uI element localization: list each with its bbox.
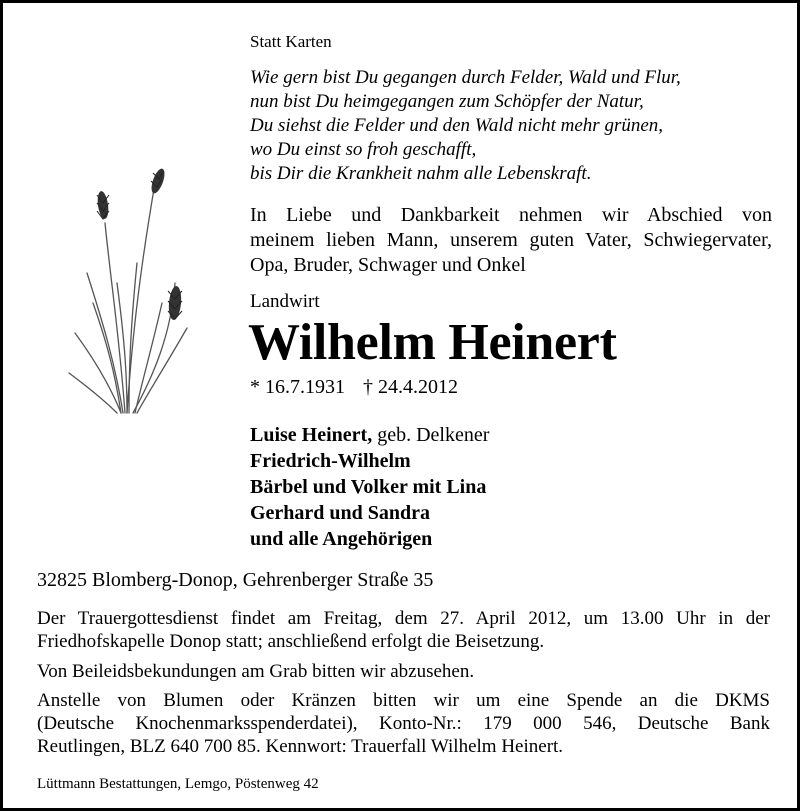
service-line: Friedhofskapelle Donop statt; anschließend erfolgt die Beisetzung. [37,631,545,652]
condolences-note: Von Beileidsbekundungen am Grab bitten wir abzusehen. [37,661,475,682]
wheat-icon [67,163,197,418]
mourner: Bärbel und Volker mit Lina [250,476,487,498]
life-dates [250,376,458,399]
mourner: Gerhard und Sandra [250,502,431,524]
service-info [37,607,770,653]
birth-date: * 16.7.1931 [250,376,345,398]
mourner-spouse [250,422,489,448]
poem-line: nun bist Du heimgegangen zum Schöpfer der Natur, [250,91,644,112]
poem-line: wo Du einst so froh geschafft, [250,139,477,160]
statt-karten-label: Statt Karten [250,32,332,51]
poem [250,66,681,186]
donation-line: Reutlingen, BLZ 640 700 85. Kennwort: Trauerfall Wilhelm Heinert. [37,736,564,757]
mourner: und alle Angehörigen [250,528,433,550]
donation-line: Anstelle von Blumen oder Kränzen bitten wir um eine Spende an die DKMS [37,690,770,711]
service-line: Der Trauergottesdienst findet am Freitag, dem 27. April 2012, um 13.00 Uhr in der [37,608,770,629]
address: 32825 Blomberg-Donop, Gehrenberger Straße 35 [37,569,434,591]
donation-info [37,689,770,758]
mourners-list [250,422,489,552]
intro-line: In Liebe und Dankbarkeit nehmen wir Abschied von [250,204,772,226]
spouse-birth-name: geb. Delkener [372,424,490,446]
donation-line: (Deutsche Knochenmarksspenderdatei), Konto-Nr.: 179 000 546, Deutsche Bank [37,713,770,734]
intro-text [250,203,772,278]
spouse-name: Luise Heinert, [250,424,373,446]
intro-line: meinem lieben Mann, unserem guten Vater, Schwiegervater, [250,229,772,251]
occupation: Landwirt [250,291,320,312]
deceased-name: Wilhelm Heinert [248,314,617,371]
death-date: † 24.4.2012 [363,376,458,398]
poem-line: bis Dir die Krankheit nahm alle Lebenskraft. [250,163,592,184]
poem-line: Wie gern bist Du gegangen durch Felder, Wald und Flur, [250,67,681,88]
mourner: Friedrich-Wilhelm [250,450,411,472]
funeral-home: Lüttmann Bestattungen, Lemgo, Pöstenweg 42 [37,776,319,792]
poem-line: Du siehst die Felder und den Wald nicht mehr grünen, [250,115,664,136]
intro-line: Opa, Bruder, Schwager und Onkel [250,254,526,276]
